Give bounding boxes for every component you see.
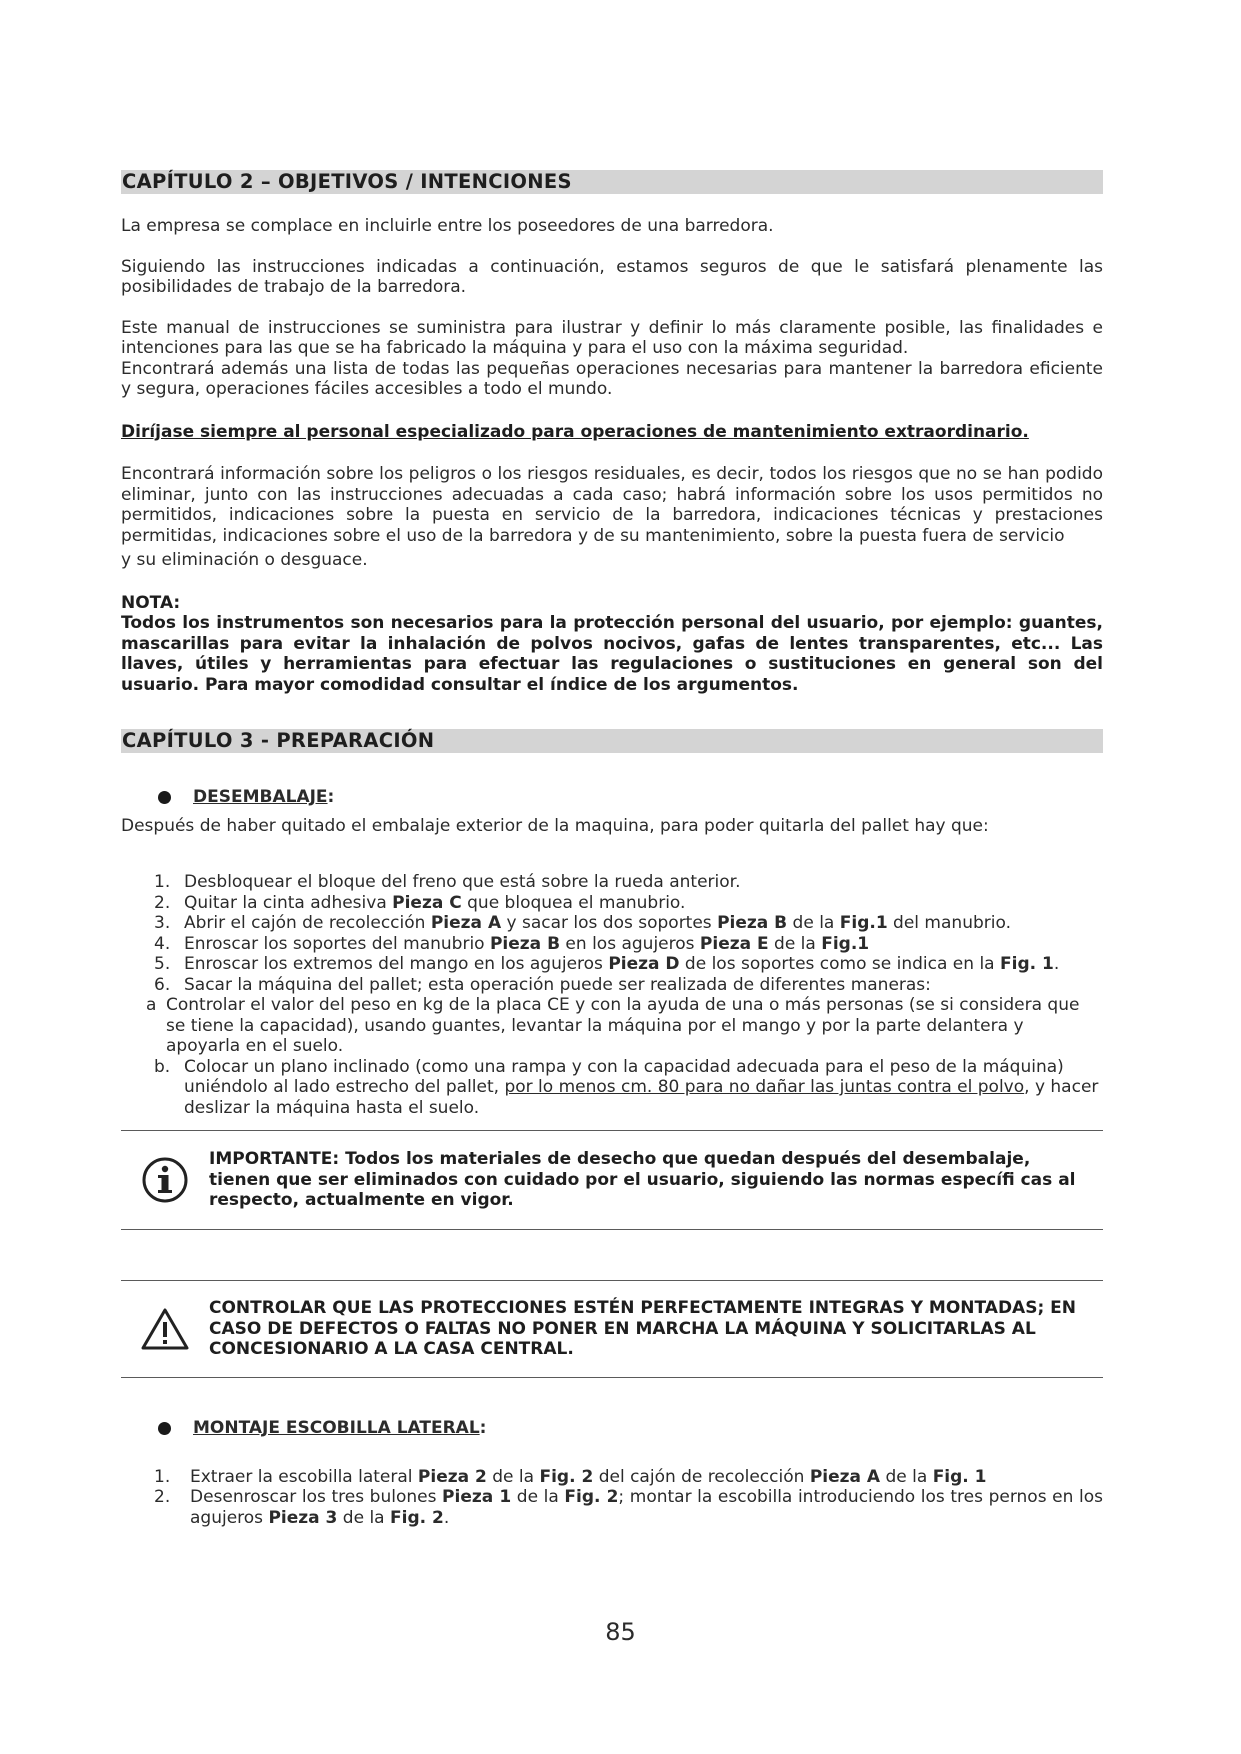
page-number: 85 [605,1618,636,1646]
nota-label: NOTA: [121,592,181,613]
instructions-paragraph: Siguiendo las instrucciones indicadas a continuación, estamos seguros de que le satisfará plenamente las posibilidades de trabajo de la barredora. [121,256,1103,297]
risks-paragraph: Encontrará información sobre los peligros o los riesgos residuales, es decir, todos los riesgos que no se han podido eliminar, junto con las instrucciones adecuadas a cada caso; habrá información sobre los usos permitidos no permitidos, indicaciones sobre la puesta en servicio de la barredora, indicaciones técnicas y prestaciones permitidas, indicaciones sobre el uso de la barredora y de su mantenimiento, sobre la puesta fuera de servicio [121,464,1103,546]
list-item: 2. Quitar la cinta adhesiva Pieza C que bloquea el manubrio. [154,892,686,913]
warning-icon [121,1307,209,1351]
chapter-2-heading: CAPÍTULO 2 – OBJETIVOS / INTENCIONES [121,170,1103,194]
info-icon [121,1156,209,1204]
nota-text: Todos los instrumentos son necesarios para la protección personal del usuario, por ejemplo: guantes, mascarillas para evitar la inhalación de polvos nocivos, gafas de lentes transparentes, etc... Las llaves, útiles y herramientas para efectuar las regulaciones o sustituciones en general son del usuario. Para mayor comodidad consultar el índice de los argumentos. [121,613,1103,695]
desembalaje-heading [121,787,1103,808]
unpacking-steps [146,872,1103,1118]
desembalaje-intro: Después de haber quitado el embalaje exterior de la maquina, para poder quitarla del pallet hay que: [121,815,989,836]
chapter-3-heading: CAPÍTULO 3 - PREPARACIÓN [121,729,1103,753]
bullet-icon [158,1422,171,1435]
list-item: 3. Abrir el cajón de recolección Pieza A y sacar los dos soportes Pieza B de la Fig.1 del manubrio. [154,913,1011,933]
list-item: 1. Desbloquear el bloque del freno que está sobre la rueda anterior. [154,872,741,892]
warning-text: CONTROLAR QUE LAS PROTECCIONES ESTÉN PERFECTAMENTE INTEGRAS Y MONTADAS; EN CASO DE DEFECTOS O FALTAS NO PONER EN MARCHA LA MÁQUINA Y SOLICITARLAS AL CONCESIONARIO A LA CASA CENTRAL. [209,1298,1077,1360]
important-text: IMPORTANTE: Todos los materiales de desecho que quedan después del desembalaje, tienen que ser eliminados con cuidado por el usuario, siguiendo las normas específi cas al respecto, actualmente en vigor. [209,1149,1076,1211]
list-item: 4. Enroscar los soportes del manubrio Pieza B en los agujeros Pieza E de la Fig.1 [154,933,870,954]
risks-paragraph-end: y su eliminación o desguace. [121,550,368,570]
desembalaje-colon: : [327,787,335,807]
warning-box [121,1280,1103,1378]
list-item: a Controlar el valor del peso en kg de la placa CE y con la ayuda de una o más personas (se si considera que se tiene la capacidad), usando guantes, levantar la máquina por el mango y por la parte delantera y apoyarla en el suelo. [146,995,1080,1056]
bullet-icon [158,791,171,804]
list-item: 6. Sacar la máquina del pallet; esta operación puede ser realizada de diferentes maneras: [154,974,931,995]
manual-purpose-paragraph: Este manual de instrucciones se suministra para ilustrar y definir lo más claramente posible, las finalidades e intenciones para las que se ha fabricado la máquina y para el uso con la máxima seguridad. [121,317,1103,358]
intro-paragraph: La empresa se complace en incluirle entre los poseedores de una barredora. [121,216,774,236]
list-item: 5. Enroscar los extremos del mango en los agujeros Pieza D de los soportes como se indica en la Fig. 1. [154,954,1060,974]
desembalaje-title: DESEMBALAJE [193,787,328,807]
list-item: 1. Extraer la escobilla lateral Pieza 2 de la Fig. 2 del cajón de recolección Pieza A de la Fig. 1 [154,1466,987,1487]
important-box [121,1130,1103,1230]
montaje-colon: : [479,1418,487,1438]
operations-paragraph: Encontrará además una lista de todas las pequeñas operaciones necesarias para mantener la barredora eficiente y segura, operaciones fáciles accesibles a todo el mundo. [121,358,1103,399]
montaje-heading [121,1418,1103,1439]
montaje-steps [154,1467,1103,1529]
list-item: b. Colocar un plano inclinado (como una rampa y con la capacidad adecuada para el peso de la máquina) uniéndolo al lado estrecho del pallet, por lo menos cm. 80 para no dañar las juntas contra el polvo, y hacer deslizar la máquina hasta el suelo. [154,1056,1099,1118]
list-item: 2. Desenroscar los tres bulones Pieza 1 de la Fig. 2; montar la escobilla introduciendo los tres pernos en los agujeros Pieza 3 de la Fig. 2. [154,1487,1103,1528]
montaje-title: MONTAJE ESCOBILLA LATERAL [193,1418,480,1438]
page-content [121,170,1103,1528]
maintenance-notice: Diríjase siempre al personal especializado para operaciones de mantenimiento extraordinario. [121,421,1029,442]
